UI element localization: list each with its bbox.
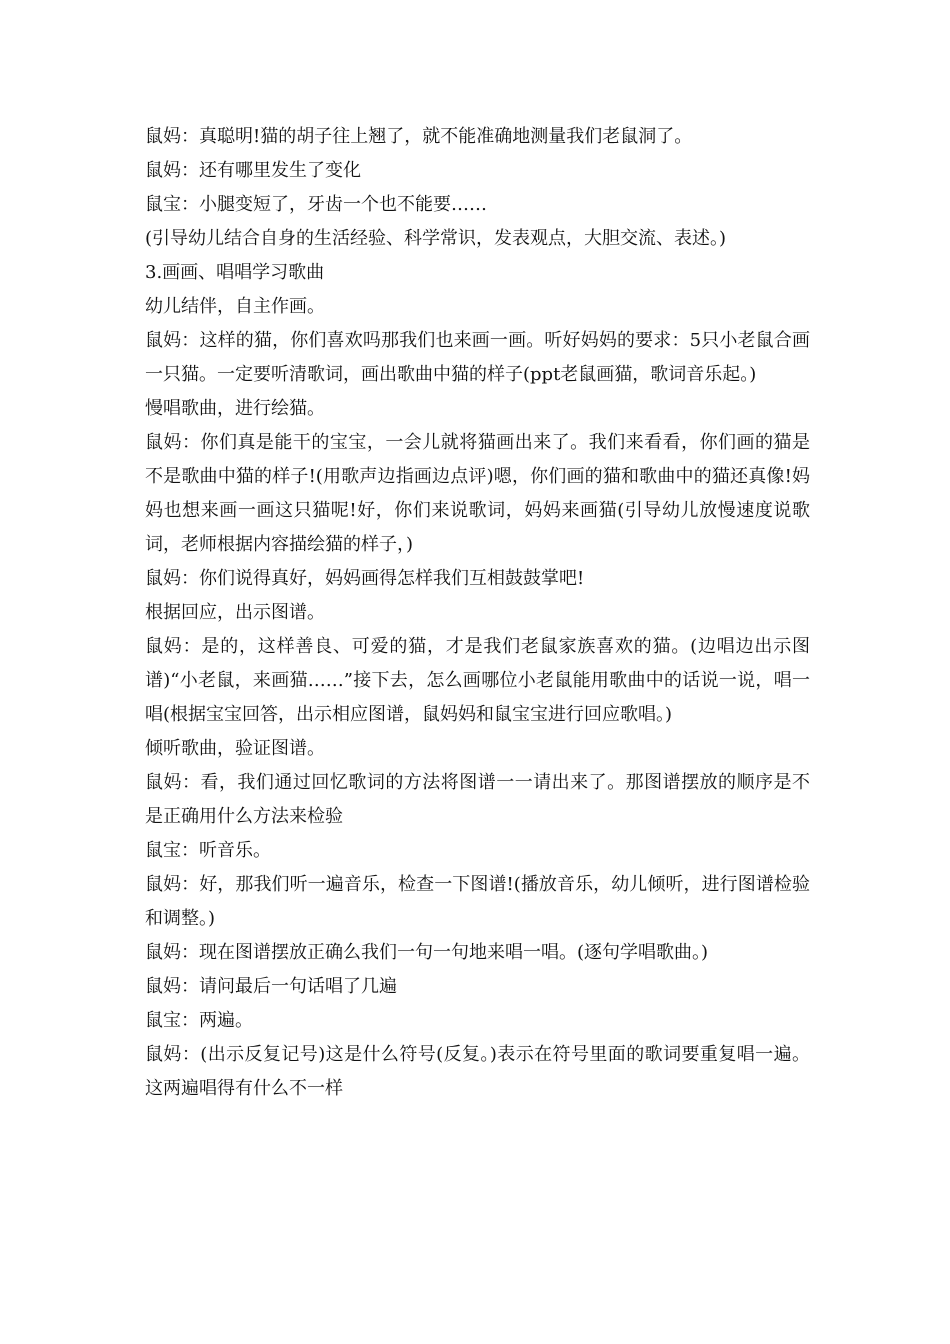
paragraph: 根据回应，出示图谱。 bbox=[145, 602, 325, 623]
document-body bbox=[145, 120, 810, 1106]
paragraph: 倾听歌曲，验证图谱。 bbox=[145, 738, 325, 759]
paragraph: 鼠妈：看，我们通过回忆歌词的方法将图谱一一请出来了。那图谱摆放的顺序是不是正确用什么方法来检验 bbox=[145, 772, 810, 827]
paragraph: 鼠妈：是的，这样善良、可爱的猫，才是我们老鼠家族喜欢的猫。(边唱边出示图谱)“小老鼠，来画猫……”接下去，怎么画哪位小老鼠能用歌曲中的话说一说，唱一唱(根据宝宝回答，出示相应图谱，鼠妈妈和鼠宝宝进行回应歌唱。) bbox=[145, 636, 810, 725]
paragraph: (引导幼儿结合自身的生活经验、科学常识，发表观点，大胆交流、表述。) bbox=[145, 228, 727, 249]
paragraph: 鼠妈：这样的猫，你们喜欢吗那我们也来画一画。听好妈妈的要求：5只小老鼠合画一只猫。一定要听清歌词，画出歌曲中猫的样子(ppt老鼠画猫，歌词音乐起。) bbox=[145, 330, 810, 385]
paragraph: 鼠妈：还有哪里发生了变化 bbox=[145, 160, 361, 181]
paragraph: 鼠宝：两遍。 bbox=[145, 1010, 253, 1031]
section-heading: 3.画画、唱唱学习歌曲 bbox=[145, 262, 325, 283]
paragraph: 鼠妈：现在图谱摆放正确么我们一句一句地来唱一唱。(逐句学唱歌曲。) bbox=[145, 942, 709, 963]
paragraph: 鼠妈：真聪明!猫的胡子往上翘了，就不能准确地测量我们老鼠洞了。 bbox=[145, 126, 693, 147]
paragraph: 鼠妈：(出示反复记号)这是什么符号(反复。)表示在符号里面的歌词要重复唱一遍。这两遍唱得有什么不一样 bbox=[145, 1044, 810, 1099]
paragraph: 幼儿结伴，自主作画。 bbox=[145, 296, 325, 317]
paragraph: 慢唱歌曲，进行绘猫。 bbox=[145, 398, 325, 419]
paragraph: 鼠妈：你们真是能干的宝宝，一会儿就将猫画出来了。我们来看看，你们画的猫是不是歌曲中猫的样子!(用歌声边指画边点评)嗯，你们画的猫和歌曲中的猫还真像!妈妈也想来画一画这只猫呢!好，你们来说歌词，妈妈来画猫(引导幼儿放慢速度说歌词，老师根据内容描绘猫的样子，) bbox=[145, 432, 810, 555]
paragraph: 鼠妈：你们说得真好，妈妈画得怎样我们互相鼓鼓掌吧! bbox=[145, 568, 585, 589]
paragraph: 鼠妈：请问最后一句话唱了几遍 bbox=[145, 976, 397, 997]
paragraph: 鼠宝：听音乐。 bbox=[145, 840, 271, 861]
paragraph: 鼠宝：小腿变短了，牙齿一个也不能要…… bbox=[145, 194, 487, 215]
paragraph: 鼠妈：好，那我们听一遍音乐，检查一下图谱!(播放音乐，幼儿倾听，进行图谱检验和调整。) bbox=[145, 874, 810, 929]
